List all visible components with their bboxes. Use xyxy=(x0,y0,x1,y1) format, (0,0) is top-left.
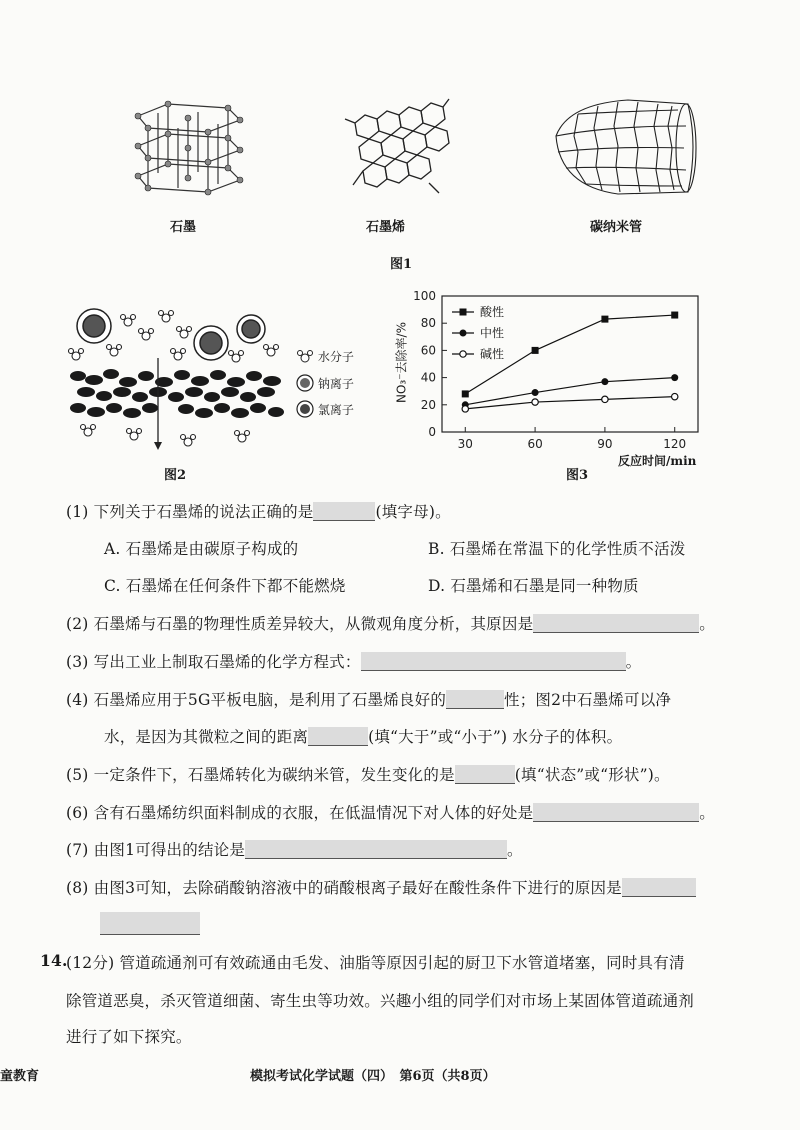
x-tick-label: 60 xyxy=(527,437,543,451)
data-point-0-0 xyxy=(462,390,469,397)
data-point-1-1 xyxy=(532,389,539,396)
y-tick-label: 40 xyxy=(420,370,436,385)
figure3 xyxy=(390,282,720,492)
figure1 xyxy=(0,0,800,280)
option-b: B. 石墨烯在常温下的化学性质不活泼 xyxy=(428,540,686,558)
graphene-filter-diagram xyxy=(66,296,296,456)
question-8-continued xyxy=(100,912,200,935)
caption-carbon-nanotube: 碳纳米管 xyxy=(590,220,643,235)
footer-page-info: 模拟考试化学试题（四） 第6页（共8页） xyxy=(250,1069,496,1084)
answer-blank-1[interactable] xyxy=(313,502,375,521)
legend-sodium xyxy=(296,374,354,392)
answer-blank-3[interactable] xyxy=(361,652,626,671)
legend-label-2: 碱性 xyxy=(480,347,505,361)
legend-marker-1 xyxy=(460,330,467,337)
option-a: A. 石墨烯是由碳原子构成的 xyxy=(104,540,299,558)
answer-blank-4a[interactable] xyxy=(446,690,504,709)
legend-marker-2 xyxy=(460,351,466,357)
legend-label-0: 酸性 xyxy=(480,305,505,319)
chart-xlabel: 反应时间/min xyxy=(618,454,697,468)
figure2 xyxy=(60,296,390,486)
option-c: C. 石墨烯在任何条件下都不能燃烧 xyxy=(104,577,346,595)
question-14-line2: 除管道恶臭，杀灭管道细菌、寄生虫等功效。兴趣小组的同学们对市场上某固体管道疏通剂 xyxy=(66,992,695,1010)
y-tick-label: 60 xyxy=(420,343,436,358)
question-4: (4) 石墨烯应用于5G平板电脑，是利用了石墨烯良好的 性；图2中石墨烯可以净 xyxy=(66,691,672,709)
data-point-0-2 xyxy=(601,316,608,323)
legend-water xyxy=(296,348,354,365)
answer-blank-6[interactable] xyxy=(533,803,699,822)
chart-ylabel: NO₃⁻去除率/% xyxy=(394,322,409,404)
nitrate-removal-chart xyxy=(390,282,720,472)
data-point-1-3 xyxy=(671,374,678,381)
option-d: D. 石墨烯和石墨是同一种物质 xyxy=(428,577,639,595)
figure2-label: 图2 xyxy=(164,468,187,483)
sodium-ion-icon xyxy=(296,374,314,392)
chloride-ion-icon xyxy=(296,400,314,418)
question-3: (3) 写出工业上制取石墨烯的化学方程式： 。 xyxy=(66,653,642,671)
graphite-structure-image xyxy=(128,98,246,198)
data-point-2-2 xyxy=(602,396,608,402)
data-point-0-1 xyxy=(532,347,539,354)
answer-blank-4b[interactable] xyxy=(308,727,368,746)
answer-blank-5[interactable] xyxy=(455,765,515,784)
question-1: (1) 下列关于石墨烯的说法正确的是 (填字母)。 xyxy=(66,503,451,521)
answer-blank-8b[interactable] xyxy=(100,912,200,935)
question-8: (8) 由图3可知，去除硝酸钠溶液中的硝酸根离子最好在酸性条件下进行的原因是 xyxy=(66,876,696,898)
question-14-line3: 进行了如下探究。 xyxy=(66,1028,192,1046)
caption-graphene: 石墨烯 xyxy=(366,220,406,235)
legend-sodium-label: 钠离子 xyxy=(317,377,354,391)
question-5: (5) 一定条件下，石墨烯转化为碳纳米管，发生变化的是 (填“状态”或“形状”)。 xyxy=(66,766,670,784)
data-point-0-3 xyxy=(671,312,678,319)
legend-water-label: 水分子 xyxy=(317,350,354,364)
legend-label-1: 中性 xyxy=(480,326,505,340)
legend-marker-0 xyxy=(460,309,467,316)
x-tick-label: 120 xyxy=(663,437,687,451)
carbon-nanotube-image xyxy=(548,96,698,196)
legend-chloride-label: 氯离子 xyxy=(317,403,354,417)
y-tick-label: 80 xyxy=(420,316,436,331)
question-14-line1: (12分) 管道疏通剂可有效疏通由毛发、油脂等原因引起的厨卫下水管道堵塞，同时具有清 xyxy=(66,954,685,972)
caption-graphite: 石墨 xyxy=(170,220,197,235)
question-2: (2) 石墨烯与石墨的物理性质差异较大，从微观角度分析，其原因是 。 xyxy=(66,615,715,633)
x-tick-label: 90 xyxy=(597,437,613,451)
footer-publisher: 童教育 xyxy=(0,1069,40,1084)
question-14-number: 14. xyxy=(40,951,68,970)
figure1-label: 图1 xyxy=(390,257,413,272)
y-tick-label: 20 xyxy=(420,397,436,412)
y-tick-label: 100 xyxy=(413,289,436,303)
answer-blank-2[interactable] xyxy=(533,614,699,633)
answer-blank-8a[interactable] xyxy=(622,878,696,897)
x-tick-label: 30 xyxy=(457,437,473,451)
answer-blank-7[interactable] xyxy=(245,840,507,859)
figure3-label: 图3 xyxy=(566,468,589,483)
data-point-1-2 xyxy=(601,378,608,385)
question-6: (6) 含有石墨烯纺织面料制成的衣服，在低温情况下对人体的好处是 。 xyxy=(66,804,715,822)
data-point-2-1 xyxy=(532,399,538,405)
series-line-2 xyxy=(465,397,674,409)
question-4-continued: 水，是因为其微粒之间的距离 (填“大于”或“小于”) 水分子的体积。 xyxy=(104,728,623,746)
water-molecule-icon xyxy=(296,349,314,363)
data-point-2-0 xyxy=(462,406,468,412)
question-7: (7) 由图1可得出的结论是 。 xyxy=(66,841,523,859)
graphene-structure-image xyxy=(335,93,453,203)
legend-chloride xyxy=(296,400,354,418)
data-point-2-3 xyxy=(672,393,678,399)
y-tick-label: 0 xyxy=(428,425,436,439)
